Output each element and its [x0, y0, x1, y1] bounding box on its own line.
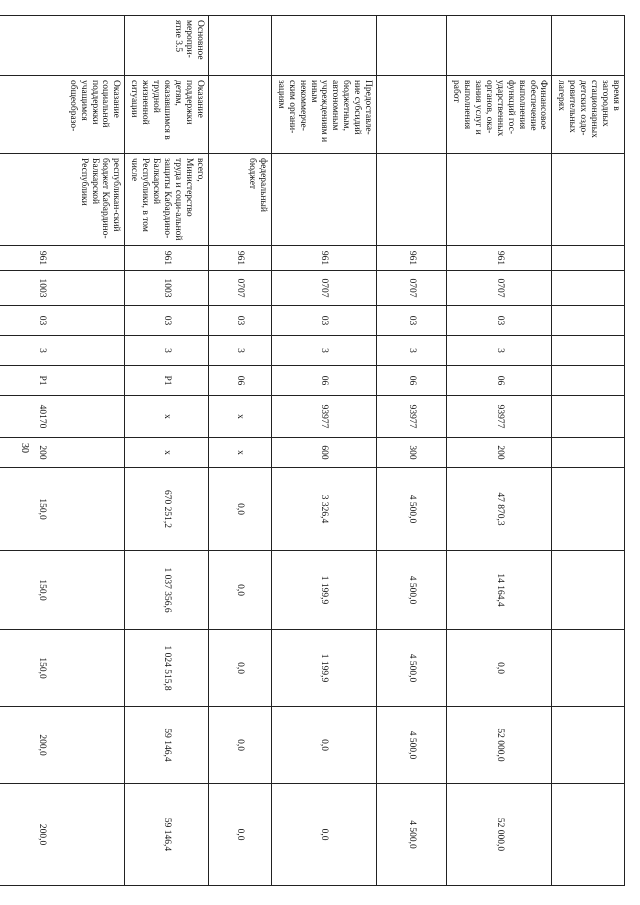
value-cell: 1 024 515,8: [125, 630, 208, 707]
value-cell: 0,0: [208, 784, 271, 886]
code-cell: P1: [0, 366, 125, 396]
code-cell: 03: [0, 306, 125, 336]
name-cell: Оказание поддержки детям, оказавшимся в трудной жизненной ситуации: [125, 76, 208, 154]
code-cell: 06: [447, 366, 552, 396]
name-cell: Финансовое обеспечение выполнения функций гос-ударственных органов, ока-зания услуг и выполнения работ: [447, 76, 552, 154]
code-cell: 961: [208, 246, 271, 271]
value-cell: [552, 707, 625, 784]
value-cell: 14 164,4: [447, 551, 552, 630]
value-cell: [552, 784, 625, 886]
code-cell: 03: [208, 306, 271, 336]
source-cell: [377, 154, 447, 246]
value-cell: 0,0: [208, 468, 271, 551]
name-cell: [377, 76, 447, 154]
table-row: [208, 16, 271, 886]
name-cell: время в загородных стационарных детских оздо-ровительных лагерях: [552, 76, 625, 154]
code-cell: 1003: [125, 271, 208, 306]
code-cell: 3: [208, 336, 271, 366]
value-cell: 0,0: [271, 784, 376, 886]
budget-table: [0, 15, 625, 886]
value-cell: 0,0: [271, 707, 376, 784]
value-cell: [552, 551, 625, 630]
value-cell: 0,0: [447, 630, 552, 707]
code-cell: 03: [125, 306, 208, 336]
code-cell: 0707: [271, 271, 376, 306]
table-row: [447, 16, 552, 886]
source-cell: [447, 154, 552, 246]
source-cell: [552, 154, 625, 246]
value-cell: 52 000,0: [447, 707, 552, 784]
code-cell: 40170: [0, 396, 125, 438]
code-cell: 93977: [377, 396, 447, 438]
code-cell: 06: [271, 366, 376, 396]
source-cell: [271, 154, 376, 246]
code-cell: 03: [447, 306, 552, 336]
value-cell: 150,0: [0, 630, 125, 707]
value-cell: 0,0: [208, 707, 271, 784]
name-cell: [208, 76, 271, 154]
value-cell: 59 146,4: [125, 784, 208, 886]
source-cell: всего, Министерство труда и соци-альной защиты Кабардино-Балкарской Республики, в том числе: [125, 154, 208, 246]
value-cell: 59 146,4: [125, 707, 208, 784]
value-cell: 4 500,0: [377, 707, 447, 784]
table-row: [0, 16, 125, 886]
source-cell: республикан-ский бюджет Кабардино-Балкарской Республики: [0, 154, 125, 246]
code-cell: [552, 271, 625, 306]
value-cell: 200,0: [0, 707, 125, 784]
code-cell: [552, 366, 625, 396]
source-cell: федеральный бюджет: [208, 154, 271, 246]
status-cell: [0, 16, 125, 76]
value-cell: 150,0: [0, 551, 125, 630]
code-cell: 0707: [208, 271, 271, 306]
value-cell: [552, 630, 625, 707]
code-cell: 3: [377, 336, 447, 366]
code-cell: 200: [447, 438, 552, 468]
code-cell: 600: [271, 438, 376, 468]
value-cell: 1 199,9: [271, 551, 376, 630]
code-cell: P1: [125, 366, 208, 396]
value-cell: [552, 468, 625, 551]
value-cell: 4 500,0: [377, 551, 447, 630]
code-cell: 0707: [377, 271, 447, 306]
status-cell: [377, 16, 447, 76]
value-cell: 52 000,0: [447, 784, 552, 886]
value-cell: 670 251,2: [125, 468, 208, 551]
code-cell: 06: [377, 366, 447, 396]
value-cell: 3 326,4: [271, 468, 376, 551]
code-cell: 961: [377, 246, 447, 271]
table-row: [271, 16, 376, 886]
code-cell: 200: [0, 438, 125, 468]
code-cell: 93977: [271, 396, 376, 438]
page-number: 30: [19, 443, 30, 453]
code-cell: 961: [0, 246, 125, 271]
code-cell: 1003: [0, 271, 125, 306]
value-cell: 4 500,0: [377, 468, 447, 551]
code-cell: 03: [377, 306, 447, 336]
value-cell: 1 037 356,6: [125, 551, 208, 630]
name-cell: Предоставле-ние субсидий бюджетным, автономным учреждениям и иным некоммерче-ским органи-зациям: [271, 76, 376, 154]
status-cell: [552, 16, 625, 76]
status-cell: [447, 16, 552, 76]
value-cell: 4 500,0: [377, 784, 447, 886]
code-cell: x: [208, 438, 271, 468]
code-cell: 961: [447, 246, 552, 271]
code-cell: 3: [125, 336, 208, 366]
code-cell: 961: [125, 246, 208, 271]
value-cell: 0,0: [208, 551, 271, 630]
code-cell: 93977: [447, 396, 552, 438]
table-row: [377, 16, 447, 886]
value-cell: 0,0: [208, 630, 271, 707]
code-cell: [552, 246, 625, 271]
code-cell: 06: [208, 366, 271, 396]
code-cell: [552, 306, 625, 336]
value-cell: 200,0: [0, 784, 125, 886]
code-cell: 961: [271, 246, 376, 271]
code-cell: x: [208, 396, 271, 438]
code-cell: x: [125, 438, 208, 468]
code-cell: x: [125, 396, 208, 438]
status-cell: [208, 16, 271, 76]
value-cell: 150,0: [0, 468, 125, 551]
code-cell: 300: [377, 438, 447, 468]
code-cell: 0707: [447, 271, 552, 306]
value-cell: 4 500,0: [377, 630, 447, 707]
value-cell: 47 870,3: [447, 468, 552, 551]
status-cell: [271, 16, 376, 76]
code-cell: [552, 438, 625, 468]
code-cell: [552, 396, 625, 438]
name-cell: Оказание социальной поддержки учащимся общеобразо-: [0, 76, 125, 154]
code-cell: 3: [447, 336, 552, 366]
rotated-table-wrapper: [36, 15, 625, 885]
status-cell: Основное меропри-ятие 3.5: [125, 16, 208, 76]
code-cell: 03: [271, 306, 376, 336]
code-cell: 3: [271, 336, 376, 366]
value-cell: 1 199,9: [271, 630, 376, 707]
table-row: [125, 16, 208, 886]
table-row: [552, 16, 625, 886]
code-cell: [552, 336, 625, 366]
code-cell: 3: [0, 336, 125, 366]
